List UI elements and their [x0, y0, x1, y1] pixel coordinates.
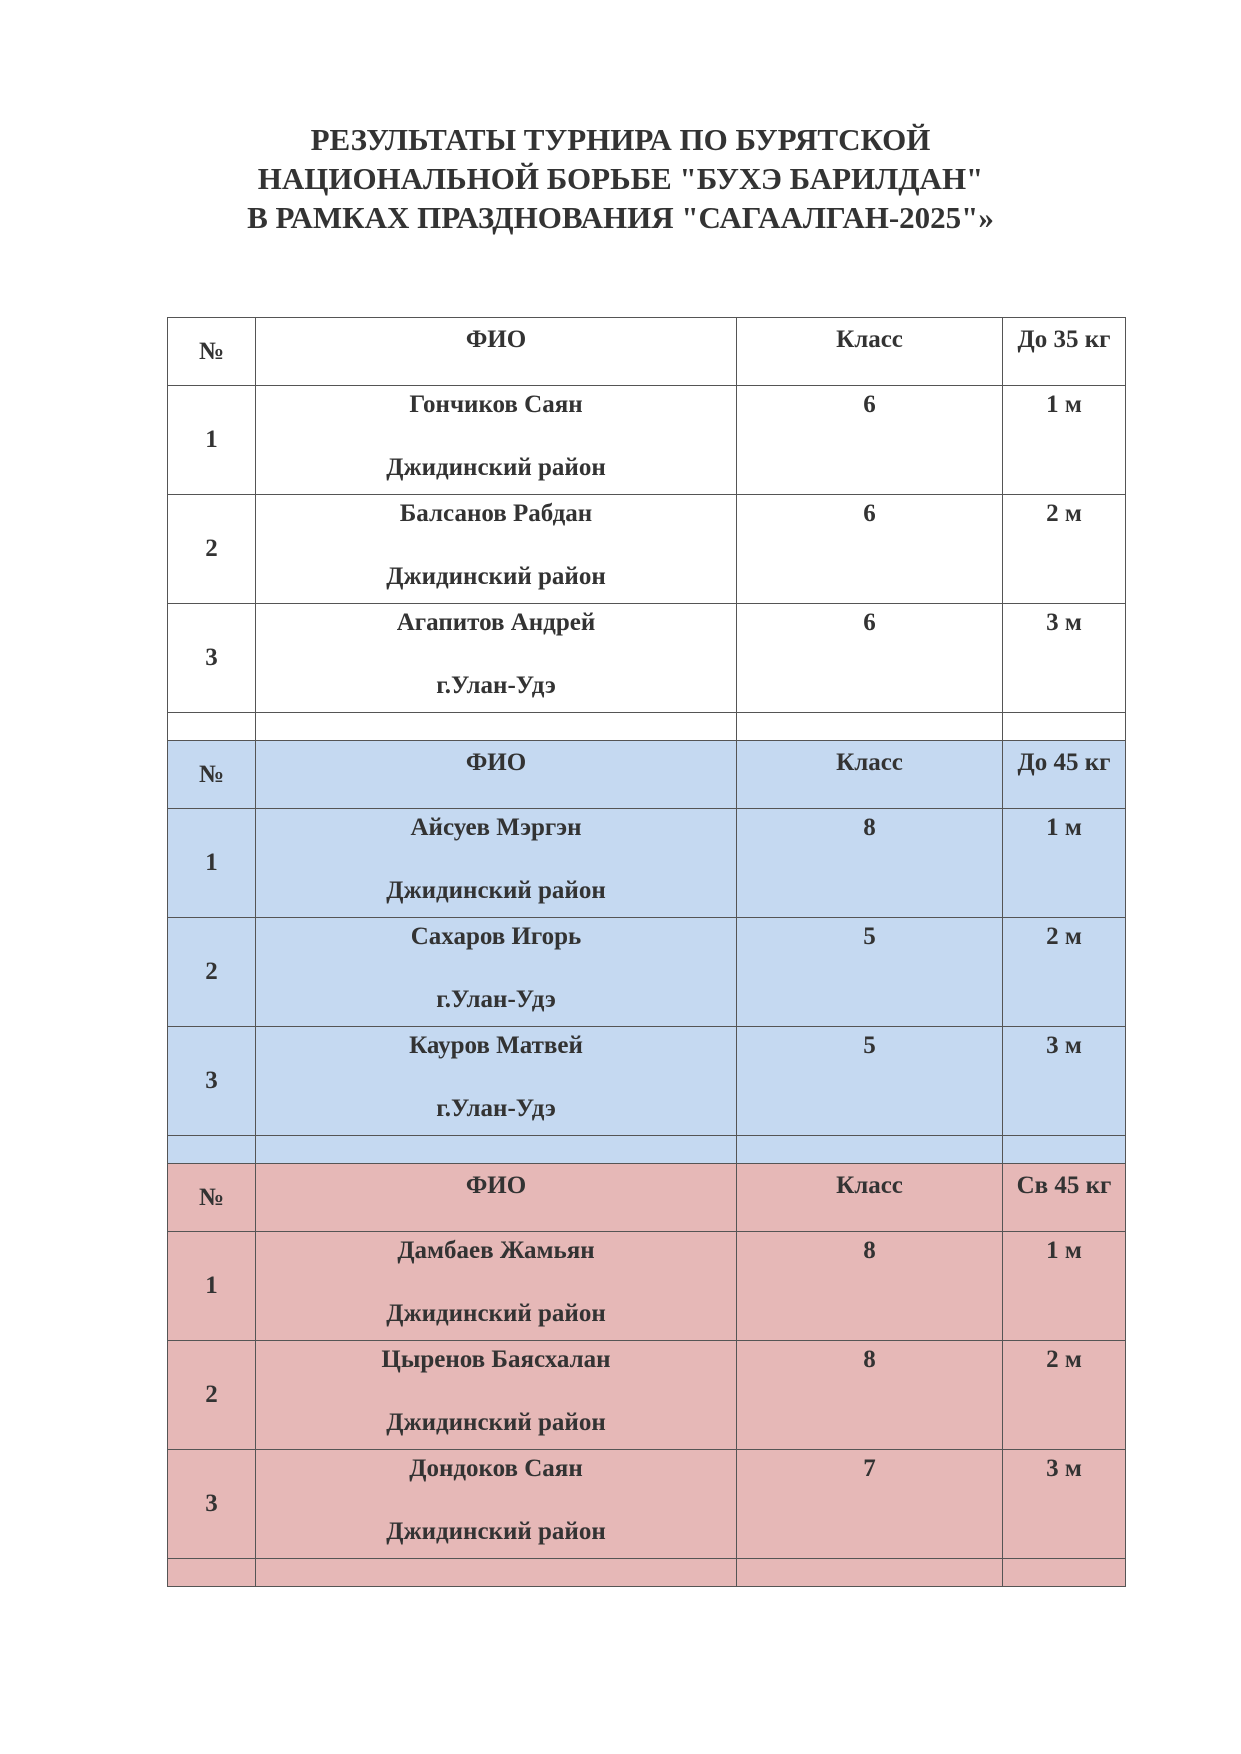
empty-cell	[1003, 713, 1126, 741]
empty-cell	[168, 1559, 256, 1587]
table-row	[168, 1341, 1126, 1450]
row-class: 6	[737, 495, 1003, 604]
participant-place: Джидинский район	[386, 1409, 606, 1436]
group-under-45	[168, 741, 1126, 1164]
participant-name: Агапитов Андрей	[396, 609, 596, 636]
row-fio	[256, 1027, 737, 1136]
row-result: 2 м	[1003, 918, 1126, 1027]
table-row	[168, 495, 1126, 604]
row-class: 8	[737, 1341, 1003, 1450]
document-title	[0, 120, 1241, 237]
results-table	[167, 317, 1126, 1587]
table-row	[168, 386, 1126, 495]
participant-name: Дондоков Саян	[409, 1455, 583, 1482]
group-over-45	[168, 1164, 1126, 1587]
row-class: 8	[737, 1232, 1003, 1341]
row-result: 1 м	[1003, 386, 1126, 495]
table-row	[168, 918, 1126, 1027]
row-class: 6	[737, 386, 1003, 495]
participant-name: Дамбаев Жамьян	[397, 1237, 595, 1264]
header-class: Класс	[737, 741, 1003, 809]
header-fio: ФИО	[256, 741, 737, 809]
participant-name: Сахаров Игорь	[410, 923, 582, 950]
row-class: 5	[737, 918, 1003, 1027]
row-num: 2	[168, 1341, 256, 1450]
participant-place: Джидинский район	[386, 877, 606, 904]
row-class: 7	[737, 1450, 1003, 1559]
header-num: №	[168, 741, 256, 809]
table-header-row	[168, 741, 1126, 809]
participant-place: Джидинский район	[386, 1300, 606, 1327]
header-num: №	[168, 318, 256, 386]
row-fio	[256, 809, 737, 918]
row-result: 2 м	[1003, 1341, 1126, 1450]
participant-name: Гончиков Саян	[409, 391, 583, 418]
header-weight: Св 45 кг	[1003, 1164, 1126, 1232]
empty-cell	[256, 1559, 737, 1587]
empty-cell	[168, 713, 256, 741]
header-class: Класс	[737, 1164, 1003, 1232]
table-row	[168, 1027, 1126, 1136]
participant-place: Джидинский район	[386, 563, 606, 590]
participant-name: Балсанов Рабдан	[399, 500, 593, 527]
row-result: 1 м	[1003, 1232, 1126, 1341]
header-weight: До 45 кг	[1003, 741, 1126, 809]
empty-cell	[256, 1136, 737, 1164]
participant-place: г.Улан-Удэ	[436, 672, 556, 699]
row-num: 1	[168, 1232, 256, 1341]
spacer-row	[168, 1559, 1126, 1587]
empty-cell	[256, 713, 737, 741]
row-num: 1	[168, 386, 256, 495]
participant-place: Джидинский район	[386, 1518, 606, 1545]
row-num: 2	[168, 495, 256, 604]
table-row	[168, 1450, 1126, 1559]
row-class: 6	[737, 604, 1003, 713]
row-result: 3 м	[1003, 1450, 1126, 1559]
row-fio	[256, 1450, 737, 1559]
row-result: 3 м	[1003, 604, 1126, 713]
empty-cell	[1003, 1136, 1126, 1164]
table-header-row	[168, 1164, 1126, 1232]
participant-name: Айсуев Мэргэн	[410, 814, 582, 841]
header-weight: До 35 кг	[1003, 318, 1126, 386]
row-fio	[256, 604, 737, 713]
participant-name: Цыренов Баясхалан	[381, 1346, 611, 1373]
title-line-1: РЕЗУЛЬТАТЫ ТУРНИРА ПО БУРЯТСКОЙ	[310, 122, 931, 157]
header-fio: ФИО	[256, 1164, 737, 1232]
empty-cell	[737, 713, 1003, 741]
row-num: 2	[168, 918, 256, 1027]
row-fio	[256, 1232, 737, 1341]
table-row	[168, 1232, 1126, 1341]
title-line-2: НАЦИОНАЛЬНОЙ БОРЬБЕ "БУХЭ БАРИЛДАН"	[257, 161, 984, 196]
row-result: 2 м	[1003, 495, 1126, 604]
title-line-3: В РАМКАХ ПРАЗДНОВАНИЯ "САГААЛГАН-2025"»	[247, 200, 994, 235]
row-fio	[256, 386, 737, 495]
empty-cell	[737, 1136, 1003, 1164]
row-fio	[256, 495, 737, 604]
participant-place: Джидинский район	[386, 454, 606, 481]
participant-name: Кауров Матвей	[409, 1032, 583, 1059]
row-num: 1	[168, 809, 256, 918]
row-class: 5	[737, 1027, 1003, 1136]
header-class: Класс	[737, 318, 1003, 386]
table-header-row	[168, 318, 1126, 386]
participant-place: г.Улан-Удэ	[436, 1095, 556, 1122]
row-num: 3	[168, 604, 256, 713]
participant-place: г.Улан-Удэ	[436, 986, 556, 1013]
group-under-35	[168, 318, 1126, 741]
empty-cell	[737, 1559, 1003, 1587]
row-result: 1 м	[1003, 809, 1126, 918]
table-row	[168, 809, 1126, 918]
row-fio	[256, 1341, 737, 1450]
row-num: 3	[168, 1450, 256, 1559]
row-class: 8	[737, 809, 1003, 918]
spacer-row	[168, 1136, 1126, 1164]
empty-cell	[168, 1136, 256, 1164]
row-fio	[256, 918, 737, 1027]
spacer-row	[168, 713, 1126, 741]
empty-cell	[1003, 1559, 1126, 1587]
header-num: №	[168, 1164, 256, 1232]
row-num: 3	[168, 1027, 256, 1136]
row-result: 3 м	[1003, 1027, 1126, 1136]
header-fio: ФИО	[256, 318, 737, 386]
table-row	[168, 604, 1126, 713]
